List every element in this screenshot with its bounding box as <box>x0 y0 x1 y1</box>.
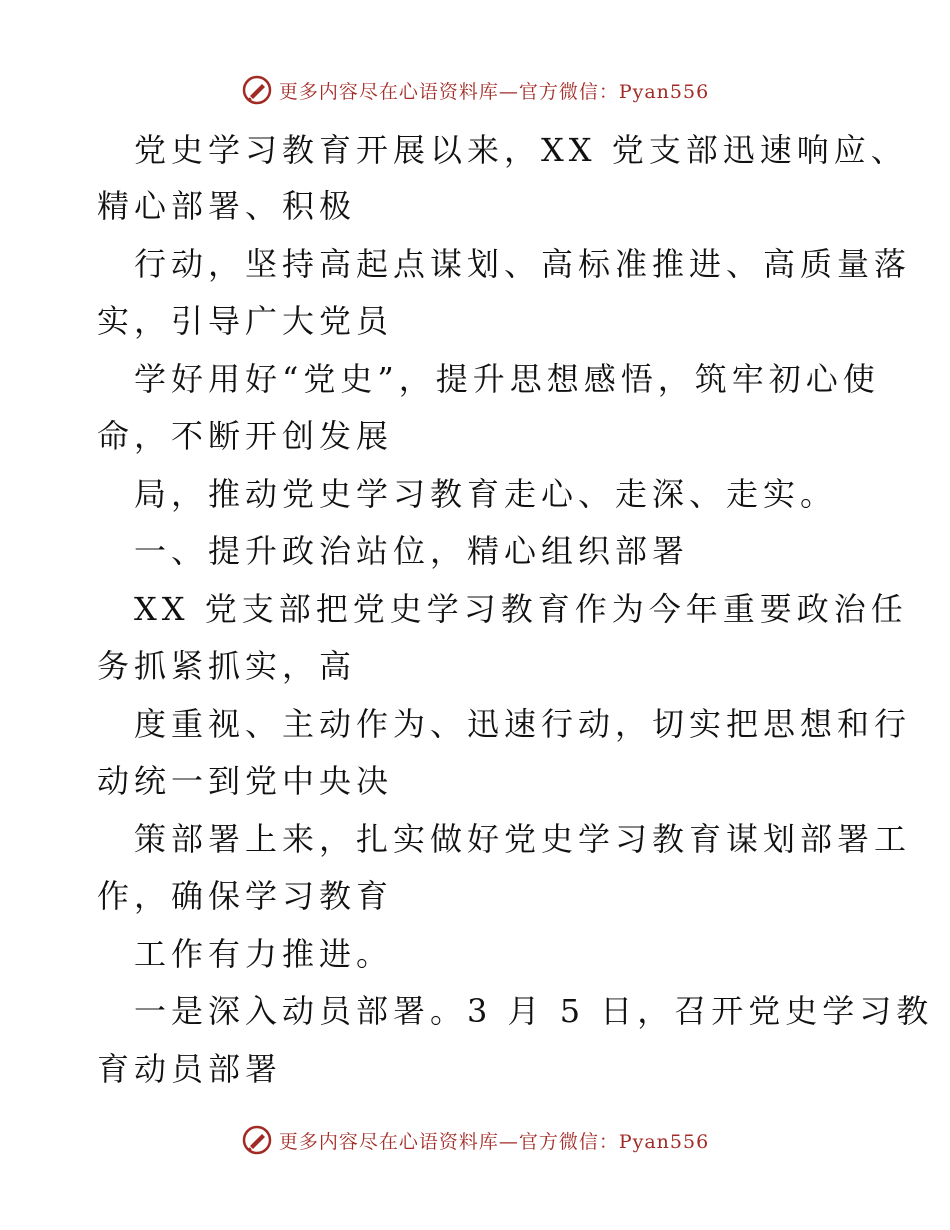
section-heading: 一、提升政治站位，精心组织部署 <box>134 532 690 570</box>
text-line: 命，不断开创发展 <box>97 417 394 455</box>
text-line: 精心部署、积极 <box>97 187 357 225</box>
text-line: 作，确保学习教育 <box>97 877 394 915</box>
footer-banner <box>0 1122 950 1158</box>
text-line: 动统一到党中央决 <box>97 762 394 800</box>
pen-seal-icon <box>241 1124 273 1156</box>
text-line: 党史学习教育开展以来，XX 党支部迅速响应、 <box>134 131 908 169</box>
pen-seal-icon <box>241 74 273 106</box>
text-line: 务抓紧抓实，高 <box>97 647 357 685</box>
text-line: 行动，坚持高起点谋划、高标准推进、高质量落 <box>134 245 912 283</box>
footer-banner-text: 更多内容尽在心语资料库—官方微信：Pyan556 <box>278 1130 710 1153</box>
text-line: 实，引导广大党员 <box>97 302 394 340</box>
text-line: 策部署上来，扎实做好党史学习教育谋划部署工 <box>134 820 912 858</box>
text-line: 一是深入动员部署。3 月 5 日，召开党史学习教 <box>134 992 934 1030</box>
text-line: 学好用好“党史”，提升思想感悟，筑牢初心使 <box>134 360 880 398</box>
text-line: XX 党支部把党史学习教育作为今年重要政治任 <box>134 590 908 628</box>
text-line: 度重视、主动作为、迅速行动，切实把思想和行 <box>134 705 912 743</box>
text-line: 工作有力推进。 <box>134 935 394 973</box>
text-line: 育动员部署 <box>97 1050 283 1088</box>
header-banner <box>0 72 950 108</box>
header-banner-text: 更多内容尽在心语资料库—官方微信：Pyan556 <box>278 80 710 103</box>
text-line: 局，推动党史学习教育走心、走深、走实。 <box>134 475 838 513</box>
